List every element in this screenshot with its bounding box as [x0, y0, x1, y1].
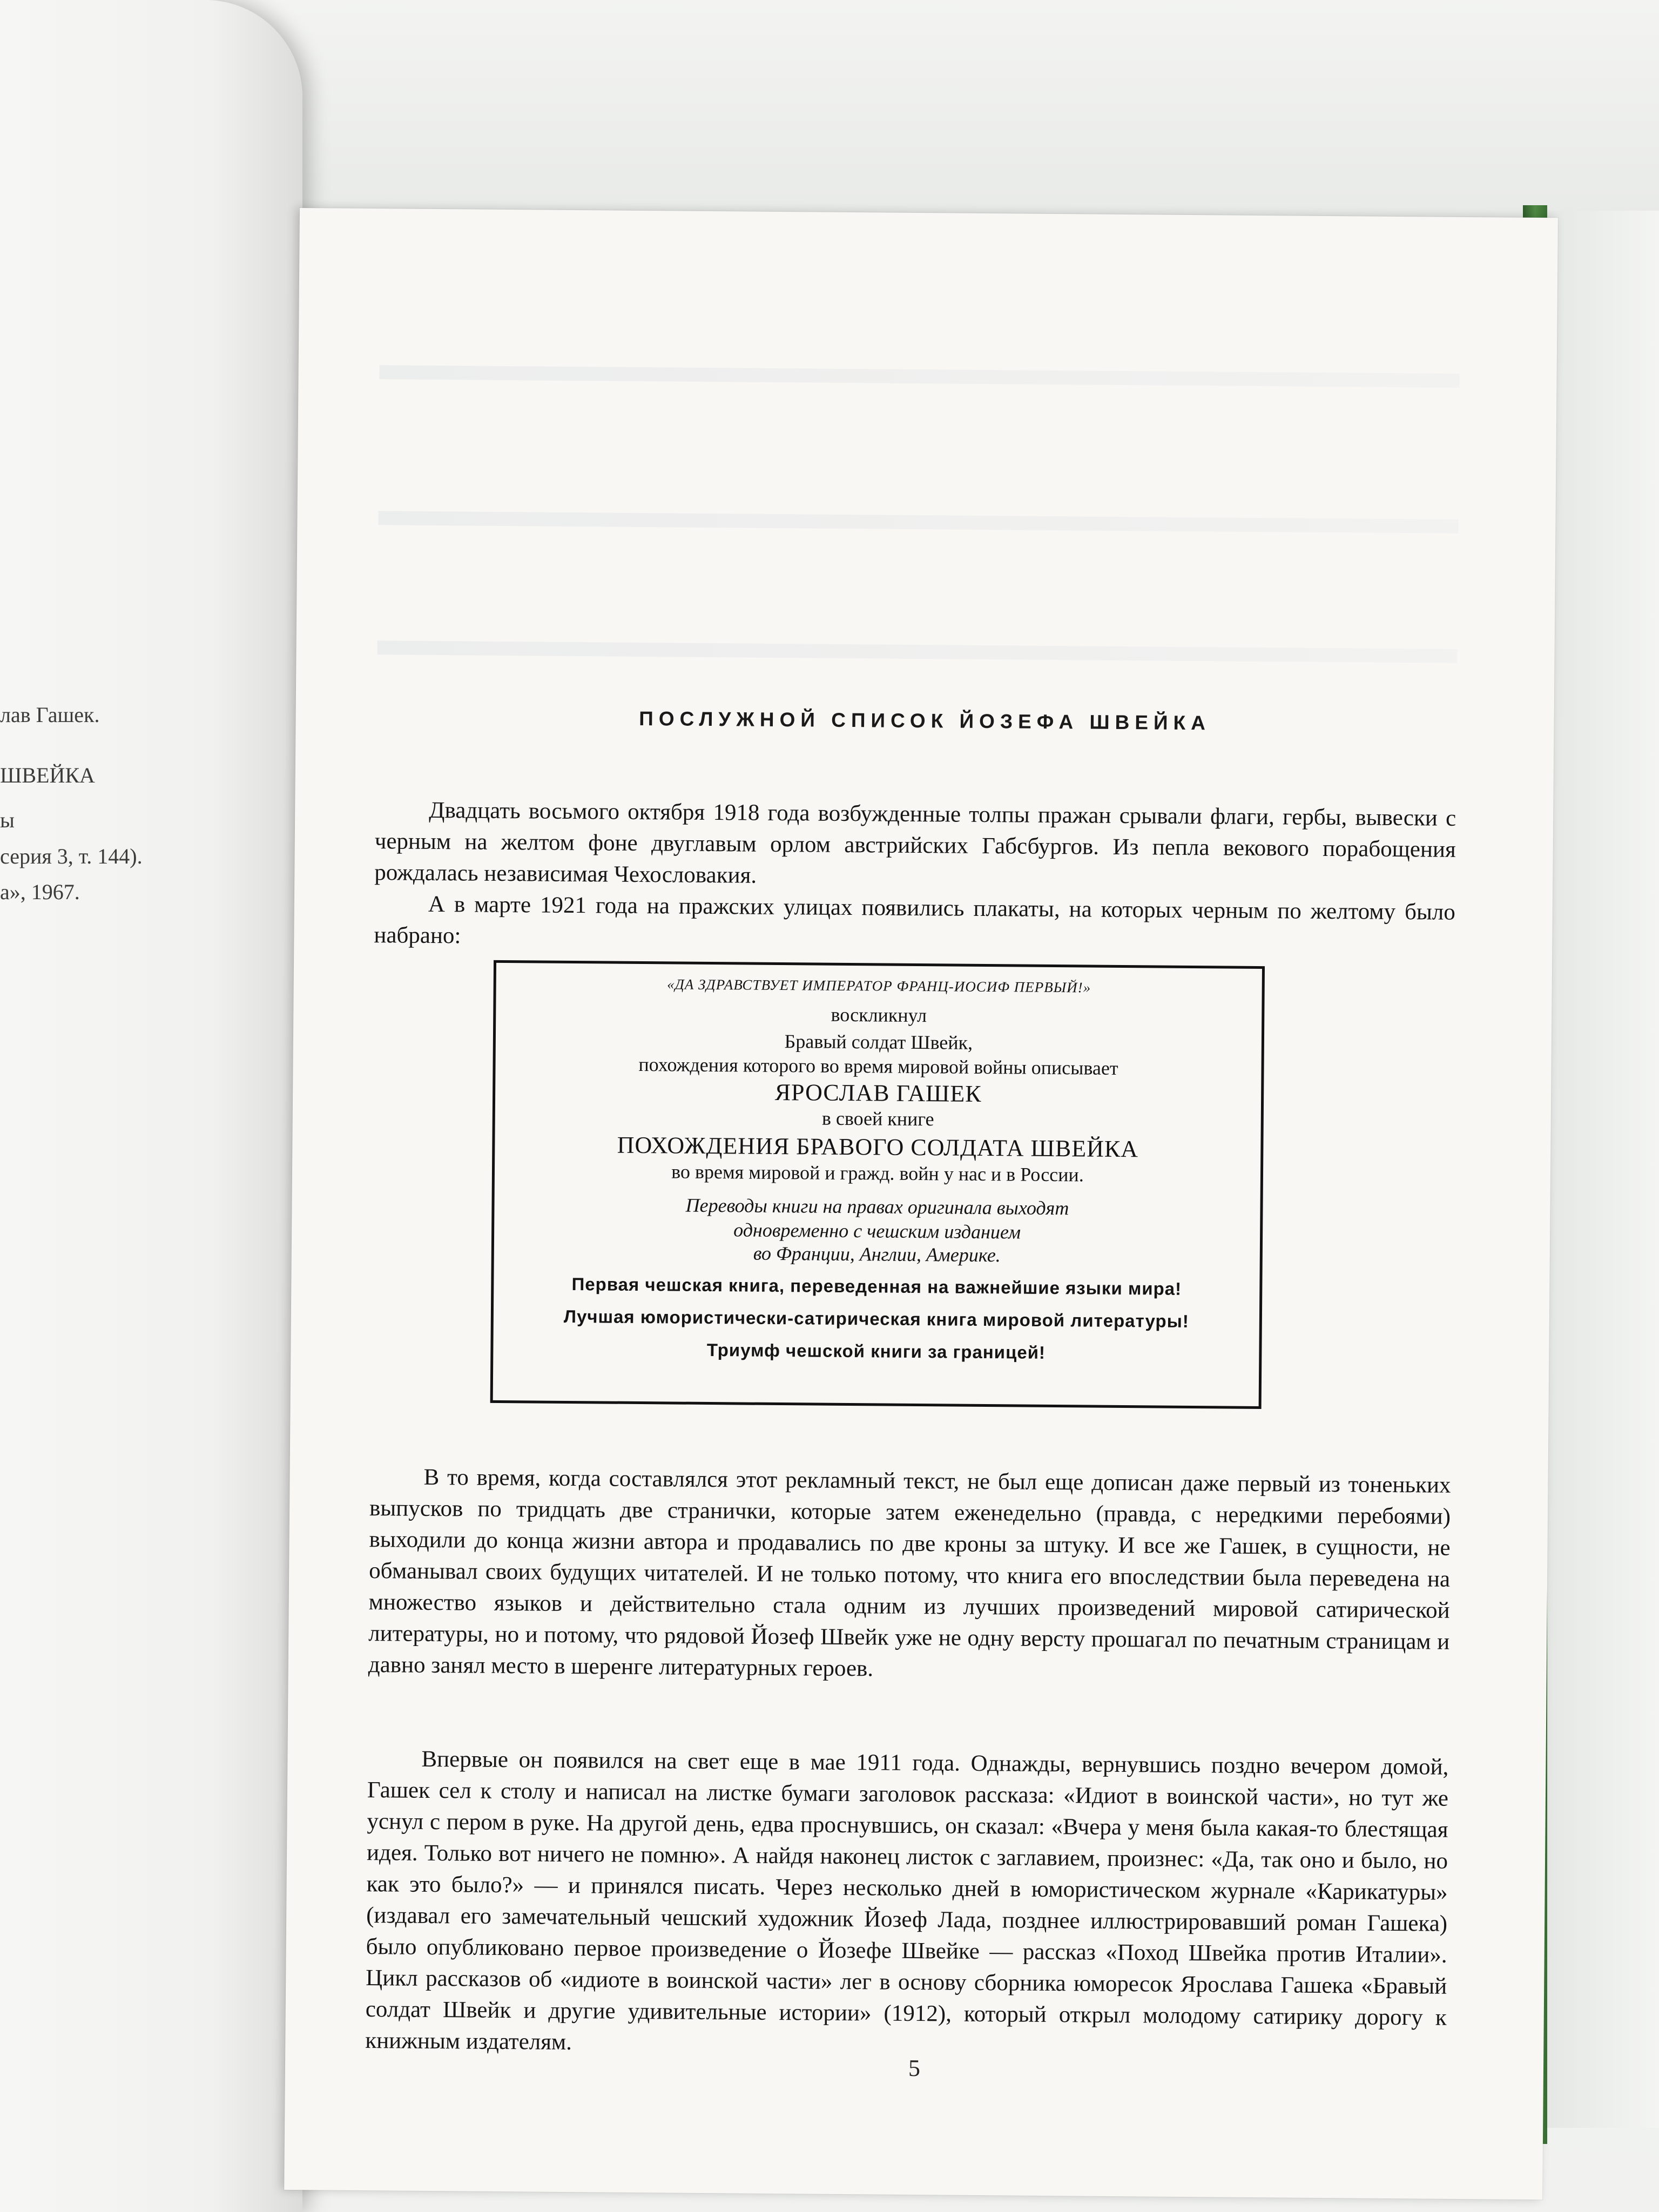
poster-line: ПОХОЖДЕНИЯ БРАВОГО СОЛДАТА ШВЕЙКА	[617, 1131, 1139, 1163]
page-heading: ПОСЛУЖНОЙ СПИСОК ЙОЗЕФА ШВЕЙКА	[639, 707, 1211, 734]
left-page-line: ы	[0, 808, 15, 832]
left-page-line: лав Гашек.	[0, 703, 100, 727]
body-paragraph: В то время, когда составлялся этот рекламный текст, не был еще дописан даже первый из тоненьких выпусков по тридцать две странички, которые затем еженедельно (правда, с нередкими перебоями) выходили до конца жизни автора и продавались по две кроны за штуку. И все же Гашек, в сущности, не обманывал своих будущих читателей. И не только потому, что книга его впоследствии была переведена на множество языков и действительно стала одним из лучших произведений мировой сатирической литературы, но и потому, что рядовой Йозеф Швейк уже не одну версту прошагал по печатным страницам и давно занял место в шеренге литературных героев.	[368, 1464, 1451, 1682]
poster-line: воскликнул	[831, 1003, 927, 1027]
poster-line: во Франции, Англии, Америке.	[753, 1242, 1001, 1266]
left-page-line: серия 3, т. 144).	[0, 844, 143, 868]
page-number: 5	[908, 2054, 921, 2082]
bleed-through-text	[380, 365, 1460, 388]
poster-line: во время мировой и гражд. войн у нас и в России.	[671, 1161, 1084, 1186]
body-paragraph: Впервые он появился на свет еще в мае 1911 года. Однажды, вернувшись поздно вечером домой, Гашек сел к столу и написал на листке бумаги заголовок рассказа: «Идиот в воинской части», но тут же уснул с пером в руке. На другой день, едва проснувшись, он сказал: «Вчера у меня была какая-то блестящая идея. Только вот ничего не помню». А найдя наконец листок с заглавием, произнес: «Да, так оно и было, но как это было?» — и принялся писать. Через несколько дней в юмористическом журнале «Карикатуры» (издавал его замечательный чешский художник Йозеф Лада, позднее иллюстрировавший роман Гашека) было опубликовано первое произведение о Йозефе Швейке — рассказ «Поход Швейка против Италии». Цикл рассказов об «идиоте в воинской части» лег в основу сборника юморесок Ярослава Гашека «Бравый солдат Швейк и другие удивительные истории» (1912), который открыл молодому сатирику дорогу к книжным издателям.	[365, 1746, 1449, 2055]
poster-line: Триумф чешской книги за границей!	[706, 1339, 1046, 1363]
poster-line: ЯРОСЛАВ ГАШЕК	[774, 1078, 982, 1107]
poster-line: в своей книге	[821, 1107, 934, 1130]
background-shelf	[1545, 211, 1659, 2128]
poster-line: Бравый солдат Швейк,	[784, 1030, 973, 1054]
left-page-line: ШВЕЙКА	[0, 763, 95, 787]
poster-line: «ДА ЗДРАВСТВУЕТ ИМПЕРАТОР ФРАНЦ-ИОСИФ ПЕРВЫЙ!»	[667, 976, 1091, 996]
book-page	[284, 208, 1558, 2200]
left-page-line: а», 1967.	[0, 880, 80, 904]
intro-paragraph: Двадцать восьмого октября 1918 года возбужденные толпы пражан срывали флаги, гербы, вывески с черным на желтом фоне двуглавым орлом австрийских Габсбургов. Из пепла векового порабощения рождалась независимая Чехословакия.	[374, 797, 1456, 888]
intro-paragraph: А в марте 1921 года на пражских улицах появились плакаты, на которых черным по желтому было набрано:	[374, 891, 1456, 949]
poster-line: Лучшая юмористически-сатирическая книга мировой литературы!	[563, 1306, 1190, 1331]
poster-line: Переводы книги на правах оригинала выходят	[685, 1194, 1069, 1219]
bleed-through-text	[378, 511, 1458, 534]
left-page	[0, 0, 302, 2212]
poster-line: одновременно с чешским изданием	[733, 1219, 1021, 1243]
poster-line: Первая чешская книга, переведенная на важнейшие языки мира!	[571, 1274, 1182, 1299]
poster-box	[490, 960, 1265, 1409]
bleed-through-text	[377, 640, 1458, 663]
poster-line: похождения которого во время мировой войны описывает	[638, 1053, 1118, 1079]
